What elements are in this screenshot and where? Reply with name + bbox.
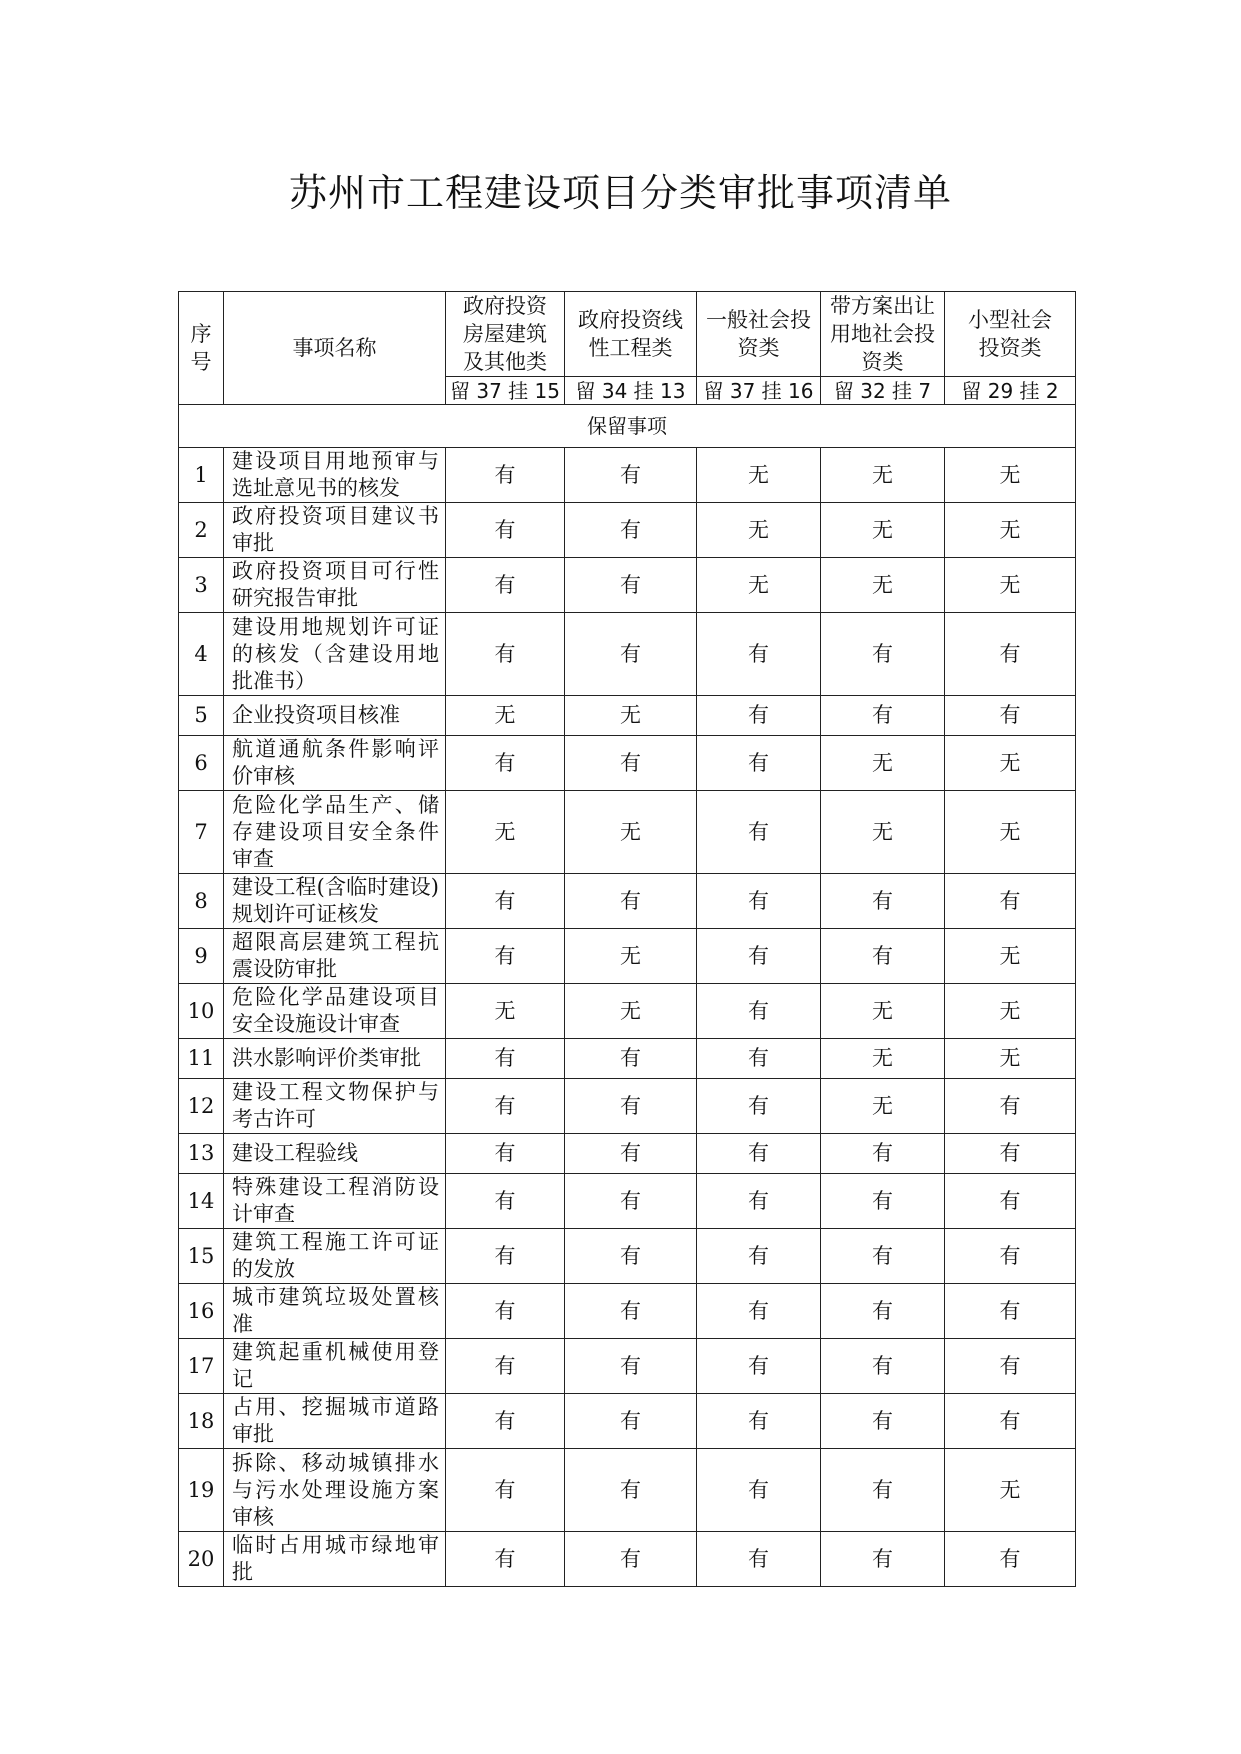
row-index: 10	[179, 984, 224, 1039]
applicability-cell: 有	[697, 1134, 821, 1174]
row-index: 14	[179, 1174, 224, 1229]
row-index: 20	[179, 1532, 224, 1587]
applicability-cell: 有	[446, 1532, 565, 1587]
table-row	[179, 1134, 1076, 1174]
category-count: 留 32 挂 7	[821, 377, 945, 405]
applicability-cell: 有	[697, 1079, 821, 1134]
applicability-cell: 有	[945, 613, 1076, 696]
applicability-cell: 有	[821, 1134, 945, 1174]
section-label: 保留事项	[179, 405, 1076, 448]
applicability-cell: 有	[565, 1174, 697, 1229]
applicability-cell: 无	[446, 984, 565, 1039]
applicability-cell: 有	[945, 1394, 1076, 1449]
table-row	[179, 1174, 1076, 1229]
applicability-cell: 有	[821, 1394, 945, 1449]
applicability-cell: 有	[446, 874, 565, 929]
applicability-cell: 有	[697, 1339, 821, 1394]
applicability-cell: 有	[565, 736, 697, 791]
approval-items-table	[178, 291, 1076, 1587]
index-header	[179, 292, 224, 405]
applicability-cell: 有	[697, 1039, 821, 1079]
item-name: 特殊建设工程消防设计审查	[224, 1174, 446, 1229]
row-index: 8	[179, 874, 224, 929]
applicability-cell: 有	[446, 736, 565, 791]
applicability-cell: 有	[565, 1079, 697, 1134]
applicability-cell: 有	[446, 1134, 565, 1174]
applicability-cell: 有	[945, 1079, 1076, 1134]
applicability-cell: 无	[945, 448, 1076, 503]
row-index: 5	[179, 696, 224, 736]
applicability-cell: 有	[446, 1079, 565, 1134]
applicability-cell: 有	[697, 696, 821, 736]
table-row	[179, 1394, 1076, 1449]
applicability-cell: 有	[446, 1284, 565, 1339]
table-row	[179, 503, 1076, 558]
applicability-cell: 有	[821, 929, 945, 984]
applicability-cell: 无	[821, 791, 945, 874]
applicability-cell: 有	[821, 613, 945, 696]
table-row	[179, 1532, 1076, 1587]
category-header: 政府投资房屋建筑及其他类	[446, 292, 565, 377]
applicability-cell: 有	[565, 503, 697, 558]
item-name: 建设项目用地预审与选址意见书的核发	[224, 448, 446, 503]
table-row	[179, 736, 1076, 791]
applicability-cell: 有	[821, 1339, 945, 1394]
applicability-cell: 有	[945, 1284, 1076, 1339]
applicability-cell: 有	[821, 1532, 945, 1587]
applicability-cell: 无	[697, 448, 821, 503]
item-name: 建筑起重机械使用登记	[224, 1339, 446, 1394]
table-row	[179, 1284, 1076, 1339]
row-index: 15	[179, 1229, 224, 1284]
applicability-cell: 有	[565, 1532, 697, 1587]
applicability-cell: 有	[821, 1174, 945, 1229]
applicability-cell: 有	[446, 929, 565, 984]
applicability-cell: 有	[565, 1394, 697, 1449]
item-name: 危险化学品生产、储存建设项目安全条件审查	[224, 791, 446, 874]
item-name: 拆除、移动城镇排水与污水处理设施方案审核	[224, 1449, 446, 1532]
category-count: 留 29 挂 2	[945, 377, 1076, 405]
category-header: 小型社会投资类	[945, 292, 1076, 377]
applicability-cell: 有	[697, 736, 821, 791]
table-row	[179, 1229, 1076, 1284]
applicability-cell: 有	[821, 1284, 945, 1339]
category-count: 留 37 挂 16	[697, 377, 821, 405]
applicability-cell: 无	[697, 503, 821, 558]
header-row	[179, 292, 1076, 377]
applicability-cell: 无	[565, 791, 697, 874]
row-index: 9	[179, 929, 224, 984]
category-header: 带方案出让用地社会投资类	[821, 292, 945, 377]
applicability-cell: 有	[945, 1134, 1076, 1174]
item-name: 政府投资项目建议书审批	[224, 503, 446, 558]
table-row	[179, 1449, 1076, 1532]
applicability-cell: 有	[446, 1174, 565, 1229]
row-index: 17	[179, 1339, 224, 1394]
row-index: 12	[179, 1079, 224, 1134]
category-header: 一般社会投资类	[697, 292, 821, 377]
applicability-cell: 有	[565, 1449, 697, 1532]
applicability-cell: 有	[697, 874, 821, 929]
applicability-cell: 无	[945, 984, 1076, 1039]
applicability-cell: 有	[945, 696, 1076, 736]
applicability-cell: 有	[446, 1339, 565, 1394]
table-row	[179, 984, 1076, 1039]
applicability-cell: 有	[446, 558, 565, 613]
applicability-cell: 有	[565, 1339, 697, 1394]
applicability-cell: 有	[565, 558, 697, 613]
applicability-cell: 有	[821, 696, 945, 736]
applicability-cell: 无	[697, 558, 821, 613]
applicability-cell: 有	[945, 1229, 1076, 1284]
applicability-cell: 有	[697, 791, 821, 874]
applicability-cell: 有	[821, 874, 945, 929]
applicability-cell: 有	[821, 1449, 945, 1532]
row-index: 3	[179, 558, 224, 613]
applicability-cell: 有	[565, 874, 697, 929]
applicability-cell: 无	[945, 791, 1076, 874]
item-name: 政府投资项目可行性研究报告审批	[224, 558, 446, 613]
item-name: 占用、挖掘城市道路审批	[224, 1394, 446, 1449]
applicability-cell: 无	[821, 736, 945, 791]
applicability-cell: 有	[697, 1174, 821, 1229]
applicability-cell: 有	[697, 613, 821, 696]
table-row	[179, 874, 1076, 929]
applicability-cell: 有	[697, 1394, 821, 1449]
item-name: 航道通航条件影响评价审核	[224, 736, 446, 791]
table-row	[179, 696, 1076, 736]
item-name: 建设用地规划许可证的核发（含建设用地批准书）	[224, 613, 446, 696]
applicability-cell: 无	[821, 558, 945, 613]
table-row	[179, 558, 1076, 613]
applicability-cell: 无	[446, 696, 565, 736]
row-index: 1	[179, 448, 224, 503]
applicability-cell: 有	[821, 1229, 945, 1284]
item-name: 临时占用城市绿地审批	[224, 1532, 446, 1587]
applicability-cell: 无	[821, 503, 945, 558]
applicability-cell: 有	[446, 1229, 565, 1284]
applicability-cell: 无	[565, 929, 697, 984]
applicability-cell: 有	[697, 1532, 821, 1587]
applicability-cell: 无	[945, 1039, 1076, 1079]
row-index: 6	[179, 736, 224, 791]
applicability-cell: 有	[945, 1532, 1076, 1587]
row-index: 7	[179, 791, 224, 874]
applicability-cell: 无	[945, 1449, 1076, 1532]
applicability-cell: 有	[565, 1039, 697, 1079]
item-name: 危险化学品建设项目安全设施设计审查	[224, 984, 446, 1039]
applicability-cell: 有	[565, 613, 697, 696]
applicability-cell: 有	[697, 1284, 821, 1339]
document-title: 苏州市工程建设项目分类审批事项清单	[288, 171, 952, 215]
item-name: 建设工程验线	[224, 1134, 446, 1174]
applicability-cell: 无	[446, 791, 565, 874]
applicability-cell: 无	[565, 984, 697, 1039]
row-index: 19	[179, 1449, 224, 1532]
item-name: 建筑工程施工许可证的发放	[224, 1229, 446, 1284]
item-name: 建设工程(含临时建设)规划许可证核发	[224, 874, 446, 929]
applicability-cell: 无	[821, 448, 945, 503]
applicability-cell: 有	[697, 1229, 821, 1284]
item-name: 超限高层建筑工程抗震设防审批	[224, 929, 446, 984]
row-index: 4	[179, 613, 224, 696]
applicability-cell: 有	[446, 503, 565, 558]
applicability-cell: 无	[945, 503, 1076, 558]
section-row	[179, 405, 1076, 448]
row-index: 13	[179, 1134, 224, 1174]
applicability-cell: 有	[697, 929, 821, 984]
applicability-cell: 无	[821, 984, 945, 1039]
applicability-cell: 有	[697, 984, 821, 1039]
applicability-cell: 无	[565, 696, 697, 736]
item-name: 城市建筑垃圾处置核准	[224, 1284, 446, 1339]
applicability-cell: 有	[565, 1284, 697, 1339]
applicability-cell: 无	[821, 1079, 945, 1134]
category-count: 留 37 挂 15	[446, 377, 565, 405]
table-row	[179, 613, 1076, 696]
item-name: 洪水影响评价类审批	[224, 1039, 446, 1079]
row-index: 16	[179, 1284, 224, 1339]
applicability-cell: 有	[945, 1174, 1076, 1229]
applicability-cell: 有	[446, 1039, 565, 1079]
table-row	[179, 1339, 1076, 1394]
category-header: 政府投资线性工程类	[565, 292, 697, 377]
applicability-cell: 无	[945, 558, 1076, 613]
item-name: 企业投资项目核准	[224, 696, 446, 736]
applicability-cell: 无	[821, 1039, 945, 1079]
applicability-cell: 有	[565, 1229, 697, 1284]
applicability-cell: 有	[565, 1134, 697, 1174]
applicability-cell: 有	[945, 874, 1076, 929]
applicability-cell: 无	[945, 736, 1076, 791]
applicability-cell: 有	[446, 613, 565, 696]
table-row	[179, 791, 1076, 874]
applicability-cell: 无	[945, 929, 1076, 984]
index-header-label: 序号	[190, 322, 212, 374]
row-index: 18	[179, 1394, 224, 1449]
applicability-cell: 有	[446, 1394, 565, 1449]
applicability-cell: 有	[565, 448, 697, 503]
applicability-cell: 有	[945, 1339, 1076, 1394]
row-index: 11	[179, 1039, 224, 1079]
category-count: 留 34 挂 13	[565, 377, 697, 405]
name-header: 事项名称	[224, 292, 446, 405]
row-index: 2	[179, 503, 224, 558]
item-name: 建设工程文物保护与考古许可	[224, 1079, 446, 1134]
applicability-cell: 有	[446, 448, 565, 503]
table-row	[179, 1079, 1076, 1134]
table-row	[179, 448, 1076, 503]
applicability-cell: 有	[697, 1449, 821, 1532]
table-row	[179, 1039, 1076, 1079]
table-row	[179, 929, 1076, 984]
applicability-cell: 有	[446, 1449, 565, 1532]
